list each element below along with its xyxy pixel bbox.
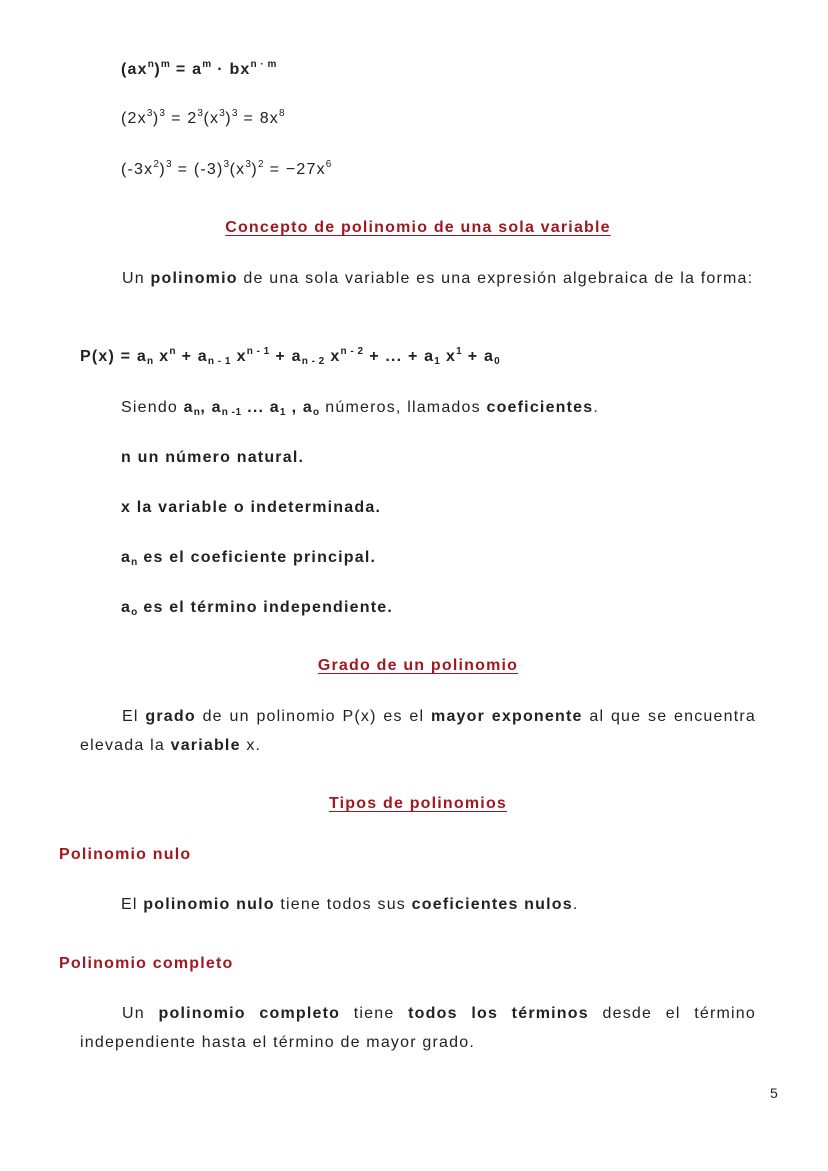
n-definition: n un número natural. bbox=[121, 449, 305, 466]
paragraph-polinomio-completo: Un polinomio completo tiene todos los términos desde el término independiente hasta el término de mayor grado. bbox=[80, 1005, 757, 1051]
example-formula-2: $(-3x^2)^3 = (-3)^3(x^3)^2 = -27x^6$ bbox=[121, 159, 332, 178]
page-number: 5 bbox=[770, 1085, 778, 1101]
x-definition: x la variable o indeterminada. bbox=[121, 499, 382, 516]
power-rule-formula: $(ax^n)^m = a^m \cdot bx^{n \cdot m}$ bbox=[121, 59, 277, 78]
independent-term-definition: $a_o$ es el término independiente. bbox=[121, 599, 394, 618]
subheading-polinomio-completo: Polinomio completo bbox=[59, 955, 234, 972]
paragraph-grado: El grado de un polinomio P(x) es el mayor exponente al que se encuentra elevada la variable x. bbox=[80, 708, 757, 754]
coefficients-definition: Siendo $a_n$, $a_{n -1}$ ... $a_1$ , $a_o$ números, llamados coeficientes. bbox=[121, 399, 600, 418]
section-heading-tipos: Tipos de polinomios bbox=[328, 795, 508, 812]
section-heading-polinomio: Concepto de polinomio de una sola variable bbox=[225, 219, 611, 236]
subheading-polinomio-nulo: Polinomio nulo bbox=[59, 846, 192, 863]
polynomial-general-form: $P(x) = a_n$ $x^n + a_{n - 1}$ $x^{n - 1} + a_{n - 2}$ $x^{n - 2}$ + ... + $a_1$ $x^1 + a_0$ bbox=[80, 346, 501, 367]
paragraph-polinomio-nulo: El polinomio nulo tiene todos sus coeficientes nulos. bbox=[121, 896, 579, 913]
paragraph-definicion: Un polinomio de una sola variable es una expresión algebraica de la forma: bbox=[122, 270, 754, 287]
leading-coefficient-definition: $a_n$ es el coeficiente principal. bbox=[121, 549, 377, 568]
example-formula-1: $(2x^3)^3 = 2^3(x^3)^3 = 8x^8$ bbox=[121, 108, 286, 127]
section-heading-grado: Grado de un polinomio bbox=[317, 657, 519, 674]
